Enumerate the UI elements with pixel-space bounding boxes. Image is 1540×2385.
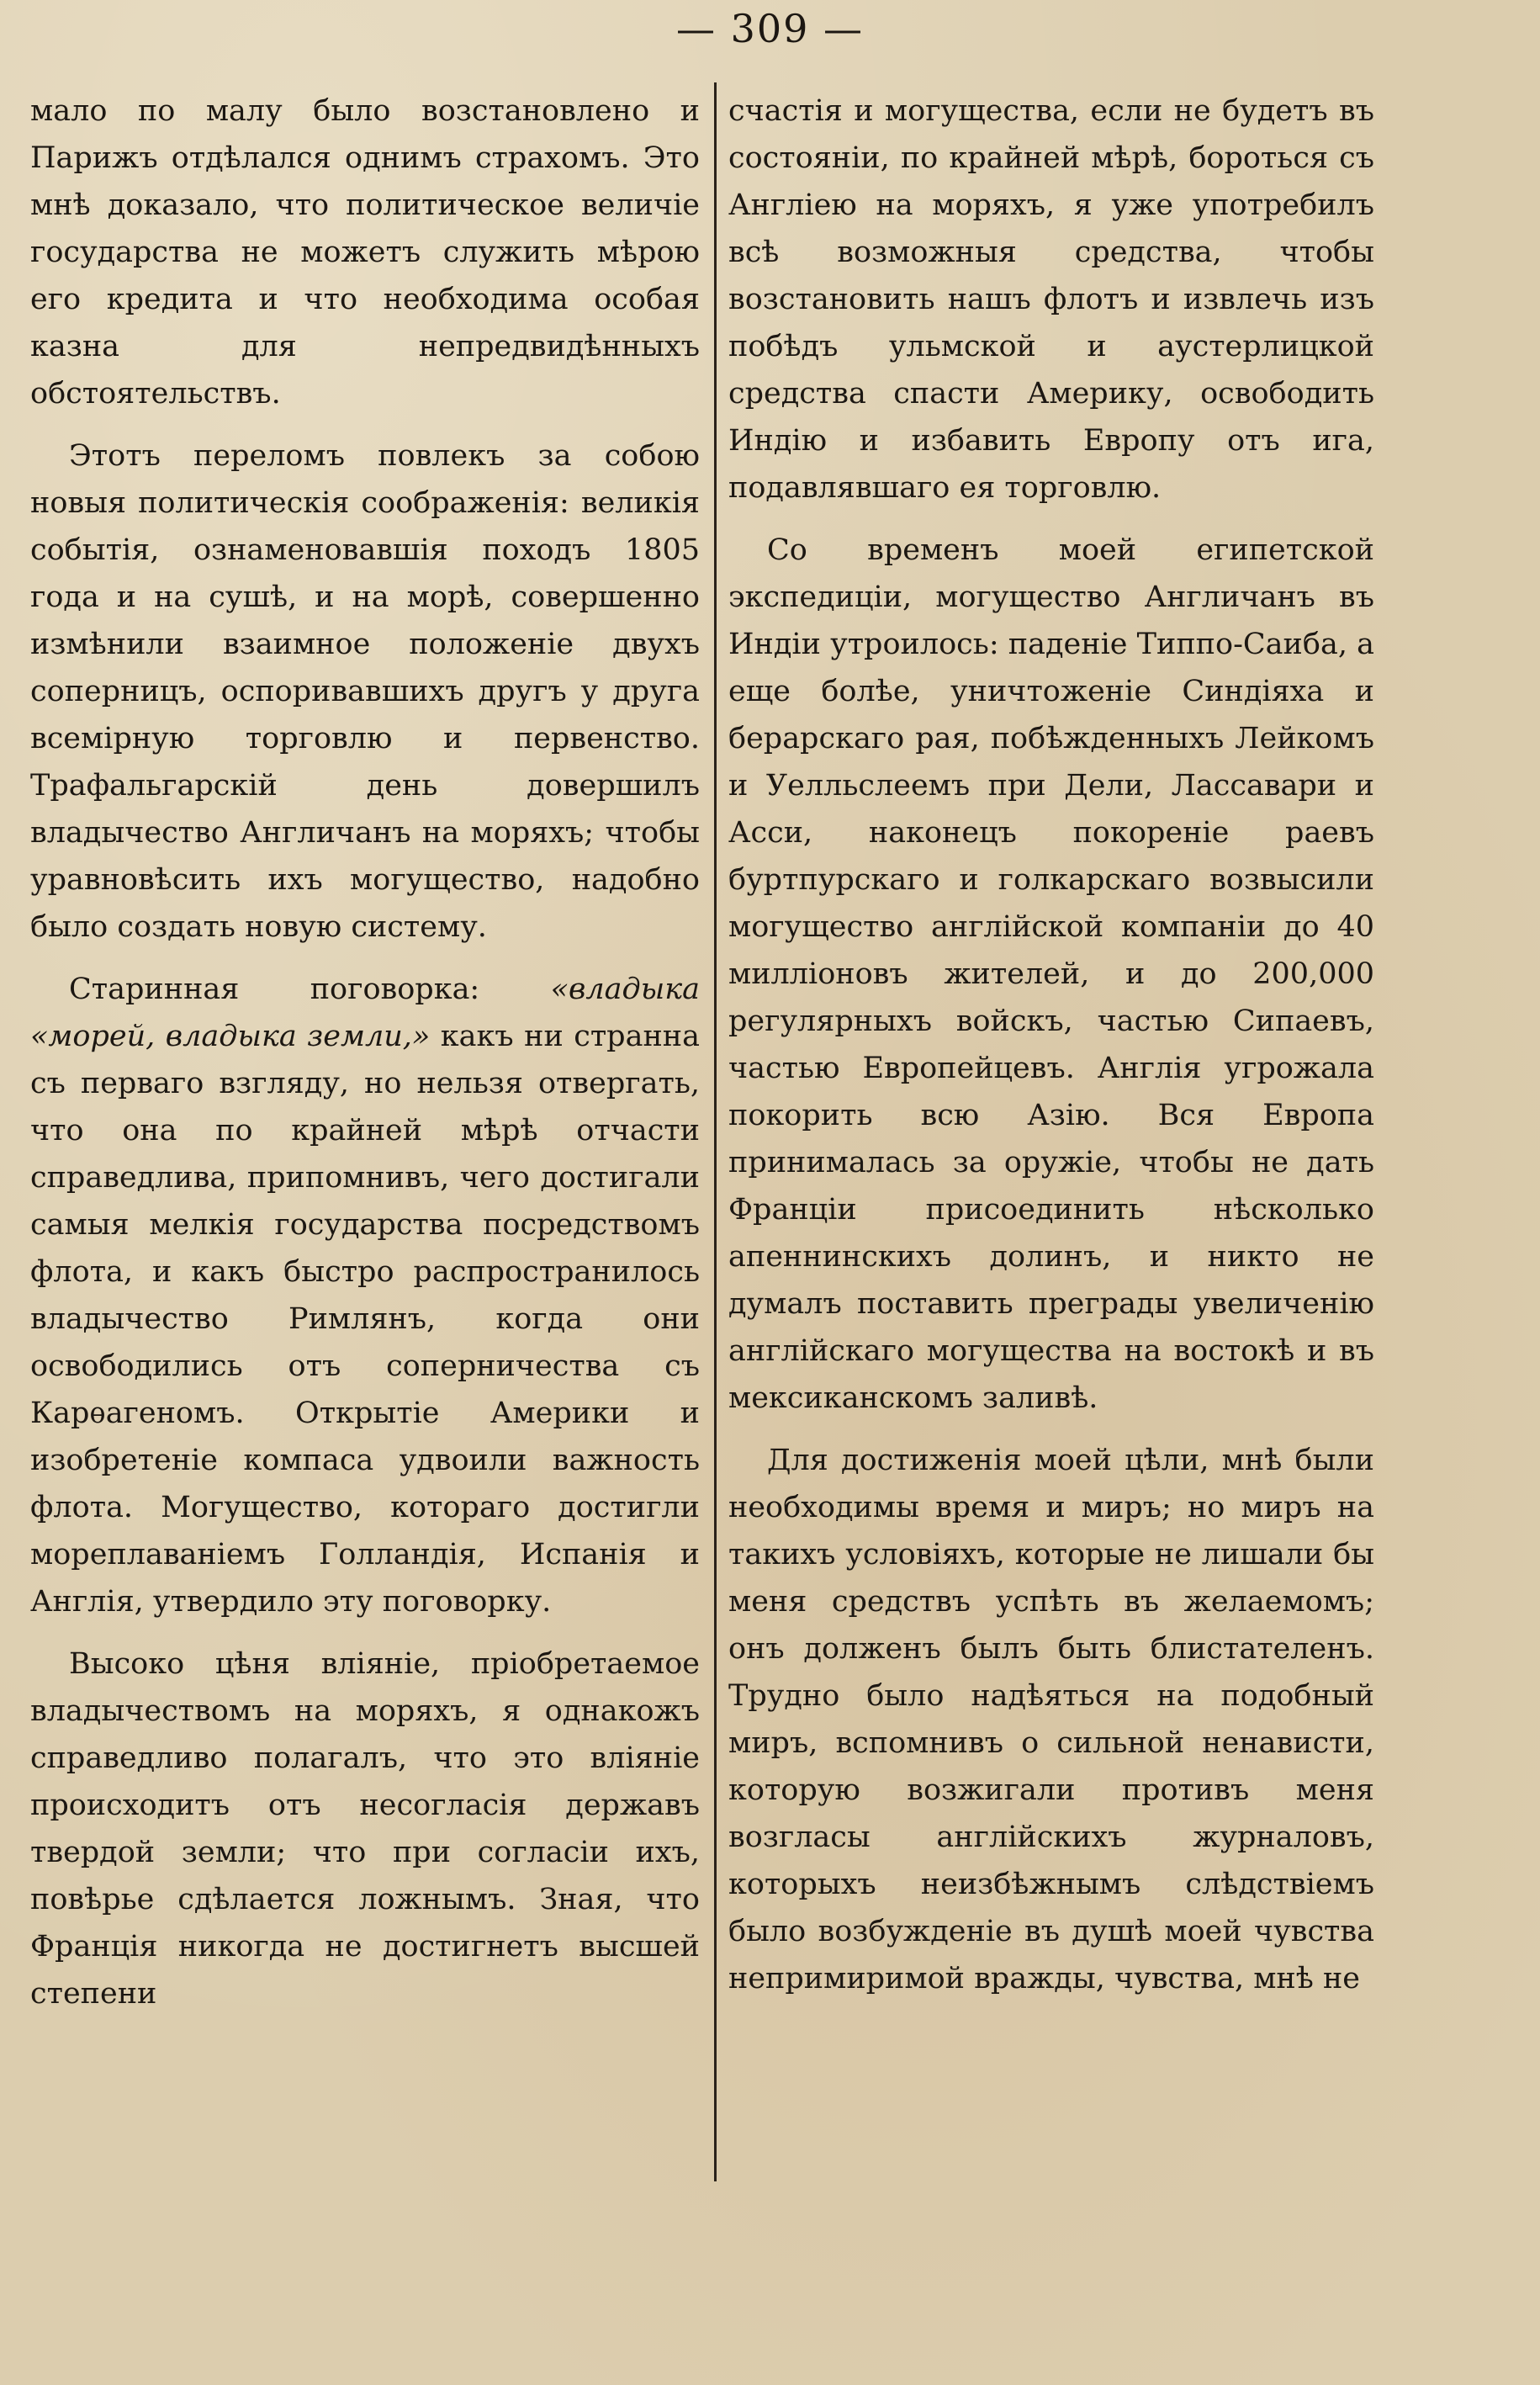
proverb-quote: «владыка «морей, владыка земли,» xyxy=(30,973,700,1053)
paragraph: Этотъ переломъ повлекъ за собою новыя политическія соображенія: великія событія, ознаменовавшія походъ 1805 года и на сушѣ, и на морѣ, совершенно измѣнили взаимное положеніе двухъ соперницъ, оспоривавшихъ другъ у друга всемірную торговлю и первенство. Трафальгарскій день довершилъ владычество Англичанъ на моряхъ; чтобы уравновѣсить ихъ могущество, надобно было создать новую систему. xyxy=(30,439,700,944)
column-divider xyxy=(714,82,717,2181)
paragraph-text: Старинная поговорка: xyxy=(69,973,551,1006)
left-column xyxy=(30,87,700,2017)
page-number: — 309 — xyxy=(675,6,865,51)
paragraph-text: какъ ни странна съ перваго взгляду, но нельзя отвергать, что она по крайней мѣрѣ отчасти справедлива, припомнивъ, чего достигали самыя мелкія государства посредствомъ флота, и какъ быстро распространилось владычество Римлянъ, когда они освободились отъ соперничества съ Карѳагеномъ. Открытіе Америки и изобретеніе компаса удвоили важность флота. Могущество, котораго достигли мореплаваніемъ Голландія, Испанія и Англія, утвердило эту поговорку. xyxy=(30,1020,700,1619)
paragraph: Для достиженія моей цѣли, мнѣ были необходимы время и миръ; но миръ на такихъ условіяхъ, которые не лишали бы меня средствъ успѣть въ желаемомъ; онъ долженъ былъ быть блистателенъ. Трудно было надѣяться на подобный миръ, вспомнивъ о сильной ненависти, которую возжигали противъ меня возгласы англійскихъ журналовъ, которыхъ неизбѣжнымъ слѣдствіемъ было возбужденіе въ душѣ моей чувства непримиримой вражды, чувства, мнѣ не xyxy=(728,1444,1374,1995)
right-column xyxy=(728,87,1374,2002)
paragraph: Со временъ моей египетской экспедиціи, могущество Англичанъ въ Индіи утроилось: паденіе Типпо-Саиба, а еще болѣе, уничтоженіе Синдіяха и берарскаго рая, побѣжденныхъ Лейкомъ и Уелльслеемъ при Дели, Лассавари и Асси, наконецъ покореніе раевъ буртпурскаго и голкарскаго возвысили могущество англійской компаніи до 40 милліоновъ жителей, и до 200,000 регулярныхъ войскъ, частью Сипаевъ, частью Европейцевъ. Англія угрожала покорить всю Азію. Вся Европа принималась за оружіе, чтобы не дать Франціи присоединить нѣсколько апеннинскихъ долинъ, и никто не думалъ поставить преграды увеличенію англійскаго могущества на востокѣ и въ мексиканскомъ заливѣ. xyxy=(728,533,1374,1415)
paragraph-continued: мало по малу было возстановлено и Парижъ отдѣлался однимъ страхомъ. Это мнѣ доказало, что политическое величіе государства не можетъ служить мѣрою его кредита и что необходима особая казна для непредвидѣнныхъ обстоятельствъ. xyxy=(30,94,700,411)
paragraph: Высоко цѣня вліяніе, пріобретаемое владычествомъ на моряхъ, я однакожъ справедливо полагалъ, что это вліяніе происходитъ отъ несогласія державъ твердой земли; что при согласіи ихъ, повѣрье сдѣлается ложнымъ. Зная, что Франція никогда не достигнетъ высшей степени xyxy=(30,1647,700,2011)
paragraph-continued: счастія и могущества, если не будетъ въ состояніи, по крайней мѣрѣ, бороться съ Англіею на моряхъ, я уже употребилъ всѣ возможныя средства, чтобы возстановить нашъ флотъ и извлечь изъ побѣдъ ульмской и аустерлицкой средства спасти Америку, освободить Индію и избавить Европу отъ ига, подавлявшаго ея торговлю. xyxy=(728,94,1374,505)
paragraph-proverb xyxy=(30,966,700,1625)
